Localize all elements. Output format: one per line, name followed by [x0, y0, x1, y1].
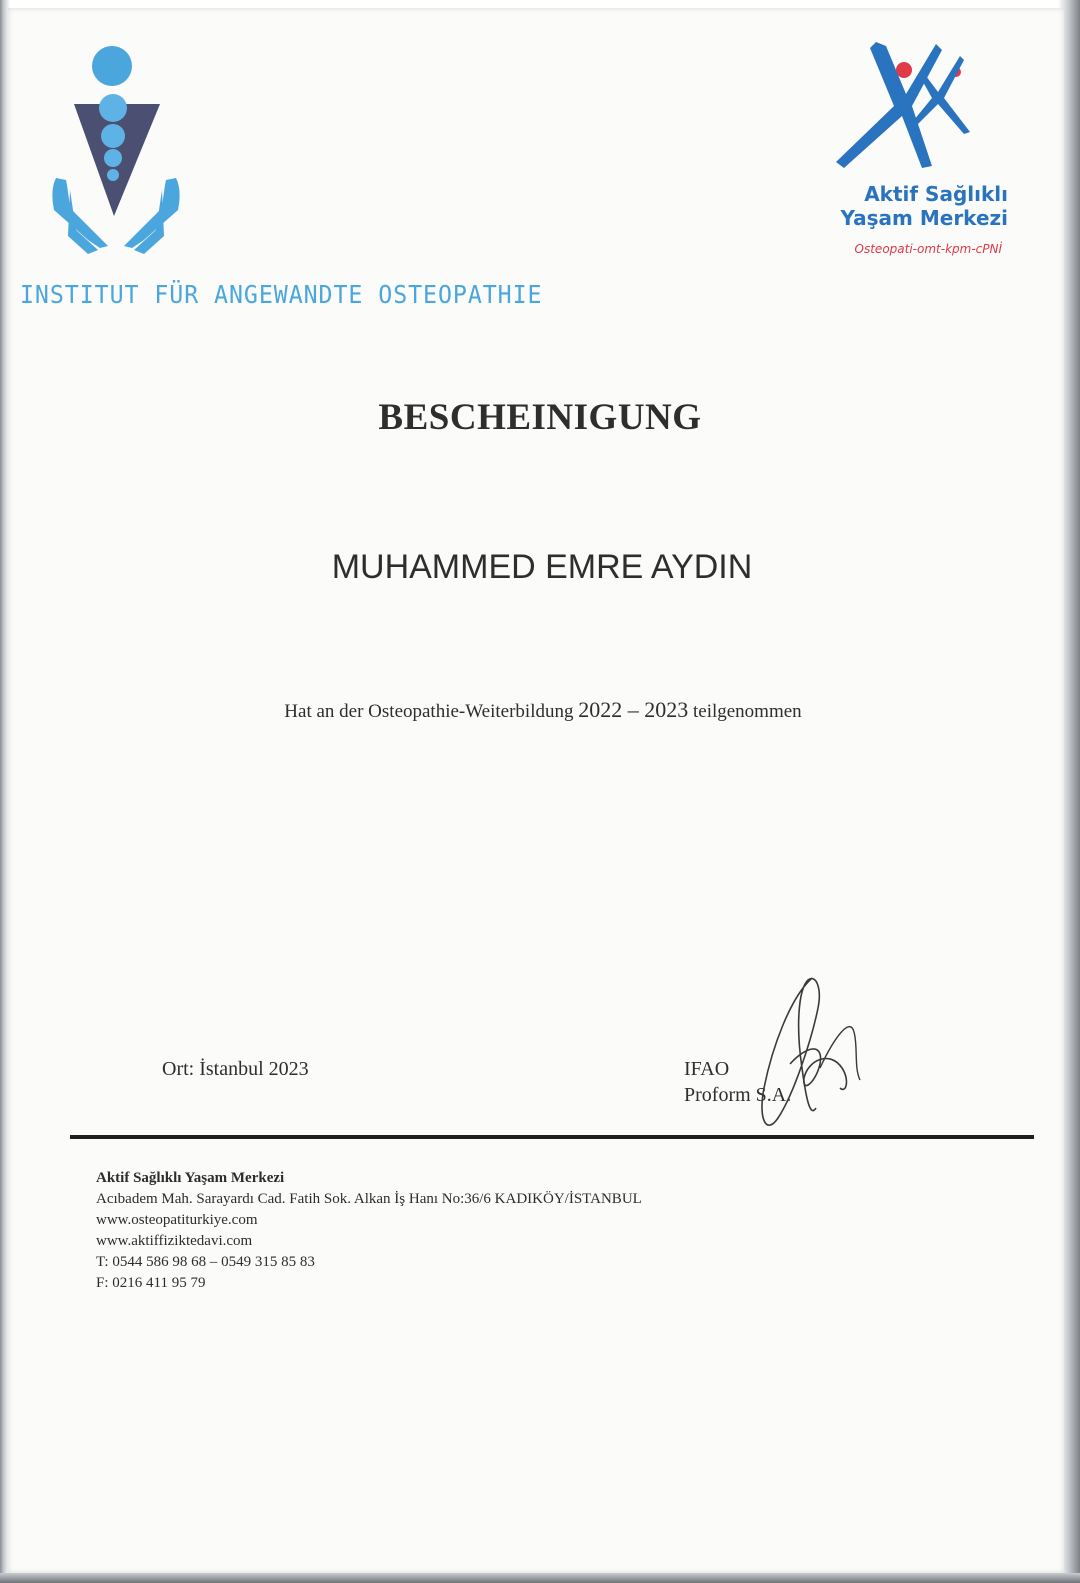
- footer-website-2: www.aktiffiziktedavi.com: [96, 1233, 253, 1249]
- issuer-line1: IFAO: [684, 1058, 730, 1080]
- footer-phone: T: 0544 586 98 68 – 0549 315 85 83: [96, 1254, 315, 1270]
- contact-footer: [96, 1168, 642, 1294]
- handwritten-signature: [750, 968, 880, 1138]
- frame-bottom-edge: [0, 1573, 1080, 1583]
- aktif-logo-name: [790, 182, 1008, 230]
- footer-website-1: www.osteopatiturkiye.com: [96, 1212, 258, 1228]
- aktif-logo-line1: Aktif Sağlıklı: [864, 182, 1008, 206]
- certificate-title: BESCHEINIGUNG: [378, 397, 702, 438]
- statement-before: Hat an der Osteopathie-Weiterbildung: [284, 701, 579, 722]
- issuer-line2: Proform S.A.: [684, 1084, 792, 1106]
- aktif-figures-logo-icon: [828, 36, 978, 174]
- aktif-logo-tagline: Osteopati-omt-kpm-cPNİ: [854, 242, 1002, 256]
- institute-name: INSTITUT FÜR ANGEWANDTE OSTEOPATHIE: [20, 280, 543, 309]
- aktif-logo-line2: Yaşam Merkezi: [840, 206, 1008, 230]
- recipient-name: MUHAMMED EMRE AYDIN: [331, 548, 753, 586]
- footer-fax: F: 0216 411 95 79: [96, 1275, 206, 1291]
- course-years: 2022 – 2023: [578, 697, 689, 722]
- footer-address: Acıbadem Mah. Sarayardı Cad. Fatih Sok. Alkan İş Hanı No:36/6 KADIKÖY/İSTANBUL: [96, 1191, 642, 1207]
- footer-organization: Aktif Sağlıklı Yaşam Merkezi: [96, 1170, 285, 1186]
- statement-after: teilgenommen: [688, 701, 802, 722]
- footer-divider: [70, 1135, 1034, 1139]
- osteopathy-hands-logo-icon: [48, 40, 184, 256]
- place-and-year: Ort: İstanbul 2023: [162, 1058, 309, 1080]
- participation-statement: [0, 697, 1080, 723]
